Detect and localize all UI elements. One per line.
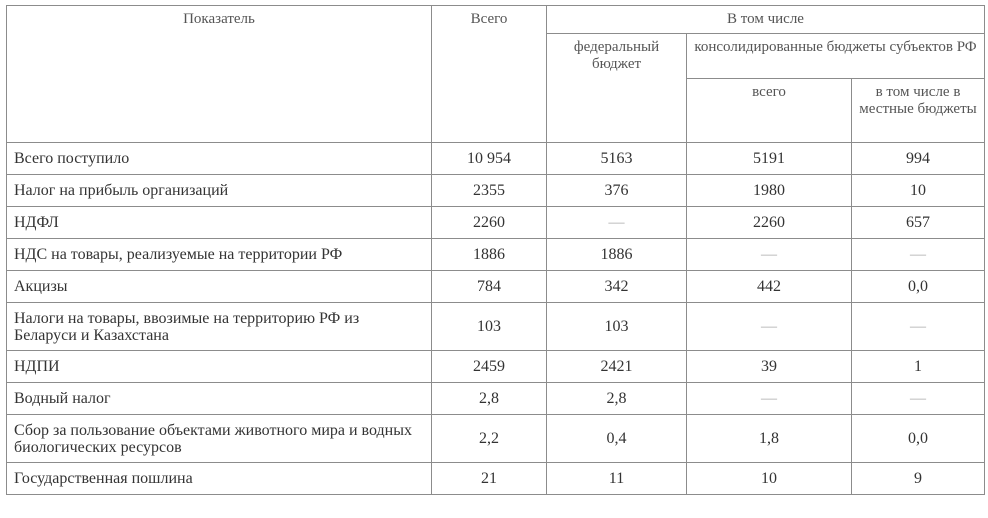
cell-total: 21 [432,463,547,495]
cell-regional: — [687,383,852,415]
cell-local: 0,0 [852,415,985,463]
row-label: НДС на товары, реализуемые на территории РФ [7,239,432,271]
table-row [7,383,985,415]
table-row [7,463,985,495]
cell-federal: 2,8 [547,383,687,415]
cell-federal: 376 [547,175,687,207]
cell-regional: 1980 [687,175,852,207]
cell-local: 10 [852,175,985,207]
row-label: Налог на прибыль организаций [7,175,432,207]
cell-federal: 2421 [547,351,687,383]
cell-federal: — [547,207,687,239]
table-row [7,175,985,207]
budget-revenue-table [6,5,985,495]
header-local-budgets: в том числе в местные бюджеты [852,79,985,143]
cell-regional: 442 [687,271,852,303]
cell-regional: 5191 [687,143,852,175]
table-row [7,143,985,175]
cell-total: 2,8 [432,383,547,415]
cell-local: — [852,383,985,415]
cell-local: 1 [852,351,985,383]
cell-total: 10 954 [432,143,547,175]
table-row [7,239,985,271]
row-label: Акцизы [7,271,432,303]
header-including: В том числе [547,6,985,34]
header-consolidated-budgets: консолидированные бюджеты субъектов РФ [687,34,985,79]
row-label: Государственная пошлина [7,463,432,495]
cell-local: 994 [852,143,985,175]
row-label: НДПИ [7,351,432,383]
table-row [7,303,985,351]
table-row [7,415,985,463]
row-label: НДФЛ [7,207,432,239]
cell-regional: 1,8 [687,415,852,463]
cell-regional: — [687,303,852,351]
cell-total: 784 [432,271,547,303]
row-label: Сбор за пользование объектами животного мира и водных биологических ресурсов [7,415,432,463]
row-label: Налоги на товары, ввозимые на территорию РФ из Беларуси и Казахстана [7,303,432,351]
cell-local: 657 [852,207,985,239]
cell-federal: 0,4 [547,415,687,463]
cell-local: 0,0 [852,271,985,303]
header-total: Всего [432,6,547,143]
cell-local: 9 [852,463,985,495]
cell-total: 1886 [432,239,547,271]
row-label: Всего поступило [7,143,432,175]
cell-federal: 11 [547,463,687,495]
cell-federal: 5163 [547,143,687,175]
header-indicator: Показатель [7,6,432,143]
table-row [7,207,985,239]
header-consolidated-total: всего [687,79,852,143]
table-row [7,271,985,303]
cell-federal: 1886 [547,239,687,271]
cell-total: 103 [432,303,547,351]
cell-regional: 39 [687,351,852,383]
header-federal-budget: федеральный бюджет [547,34,687,143]
cell-federal: 103 [547,303,687,351]
row-label: Водный налог [7,383,432,415]
cell-regional: 2260 [687,207,852,239]
cell-local: — [852,303,985,351]
cell-federal: 342 [547,271,687,303]
cell-regional: — [687,239,852,271]
cell-total: 2,2 [432,415,547,463]
table-row [7,351,985,383]
cell-total: 2260 [432,207,547,239]
cell-local: — [852,239,985,271]
cell-total: 2355 [432,175,547,207]
cell-total: 2459 [432,351,547,383]
cell-regional: 10 [687,463,852,495]
